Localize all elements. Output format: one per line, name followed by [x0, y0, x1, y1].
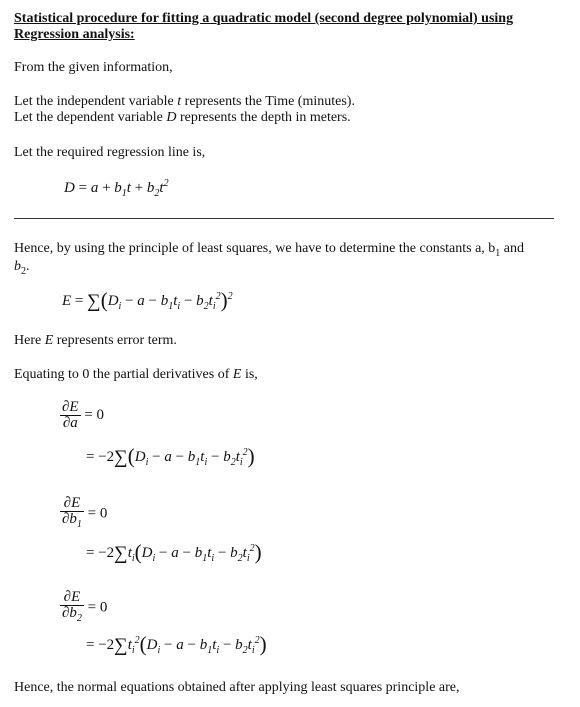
partial-b2-expansion: = $-2\sum t_i^2(D_i - a - b_1t_i - b_2t_i^2)$ [86, 632, 267, 656]
least-squares-text [14, 241, 524, 262]
normal-equations-text: Hence, the normal equations obtained after applying least squares principle are, [14, 680, 460, 695]
partial-text-a: Equating to 0 the partial derivatives of [14, 367, 233, 382]
error-term-a: Here [14, 333, 45, 348]
least-squares-sub-2: 2 [21, 265, 26, 277]
least-squares-text-a: Hence, by using the principle of least squares, we have to determine the constants a, b [14, 241, 496, 256]
required-text: Let the required regression line is, [14, 145, 206, 160]
least-squares-sub-1: 1 [495, 247, 501, 259]
independent-variable-text [14, 94, 355, 110]
partial-b2-equation: $\frac{\partial E}{\partial b_2}$ = 0 [62, 589, 108, 624]
least-squares-period: . [26, 259, 30, 274]
error-term-var: E [44, 333, 54, 348]
dep-text-b: represents the depth in meters. [176, 110, 351, 125]
error-term-text [14, 333, 177, 349]
regression-equation: $D = a + b_1t + b_2t^2$ [64, 178, 169, 199]
dep-text-a: Let the dependent variable [14, 110, 167, 125]
partial-b1-equation: $\frac{\partial E}{\partial b_1}$ = 0 [62, 495, 108, 530]
heading-line-2: Regression analysis: [14, 27, 135, 42]
partial-a-expansion: = $-2\sum(D_i - a - b_1t_i - b_2t_i^2)$ [86, 444, 255, 468]
error-term-b: represents error term. [53, 333, 177, 348]
least-squares-and: and [500, 241, 525, 256]
indep-var: t [177, 94, 182, 109]
indep-text-b: represents the Time (minutes). [181, 94, 355, 109]
partial-var: E [232, 367, 242, 382]
partial-a-equation: $\frac{\partial E}{\partial a}$ = 0 [62, 399, 105, 431]
partial-derivatives-text [14, 367, 258, 383]
partial-text-b: is, [241, 367, 258, 382]
dep-var: D [166, 110, 177, 125]
error-equation: $E = \sum(D_i - a - b_1t_i - b_2t_i^2)^2$ [62, 288, 233, 312]
partial-b1-expansion: = $-2\sum t_i(D_i - a - b_1t_i - b_2t_i^2)$ [86, 540, 262, 564]
heading-line-1: Statistical procedure for fitting a quadratic model (second degree polynomial) using [14, 11, 514, 26]
dependent-variable-text [14, 110, 351, 126]
horizontal-divider [14, 218, 554, 219]
indep-text-a: Let the independent variable [14, 94, 178, 109]
least-squares-text-2 [14, 259, 30, 280]
given-text: From the given information, [14, 60, 173, 75]
least-squares-b2: b [14, 259, 21, 274]
